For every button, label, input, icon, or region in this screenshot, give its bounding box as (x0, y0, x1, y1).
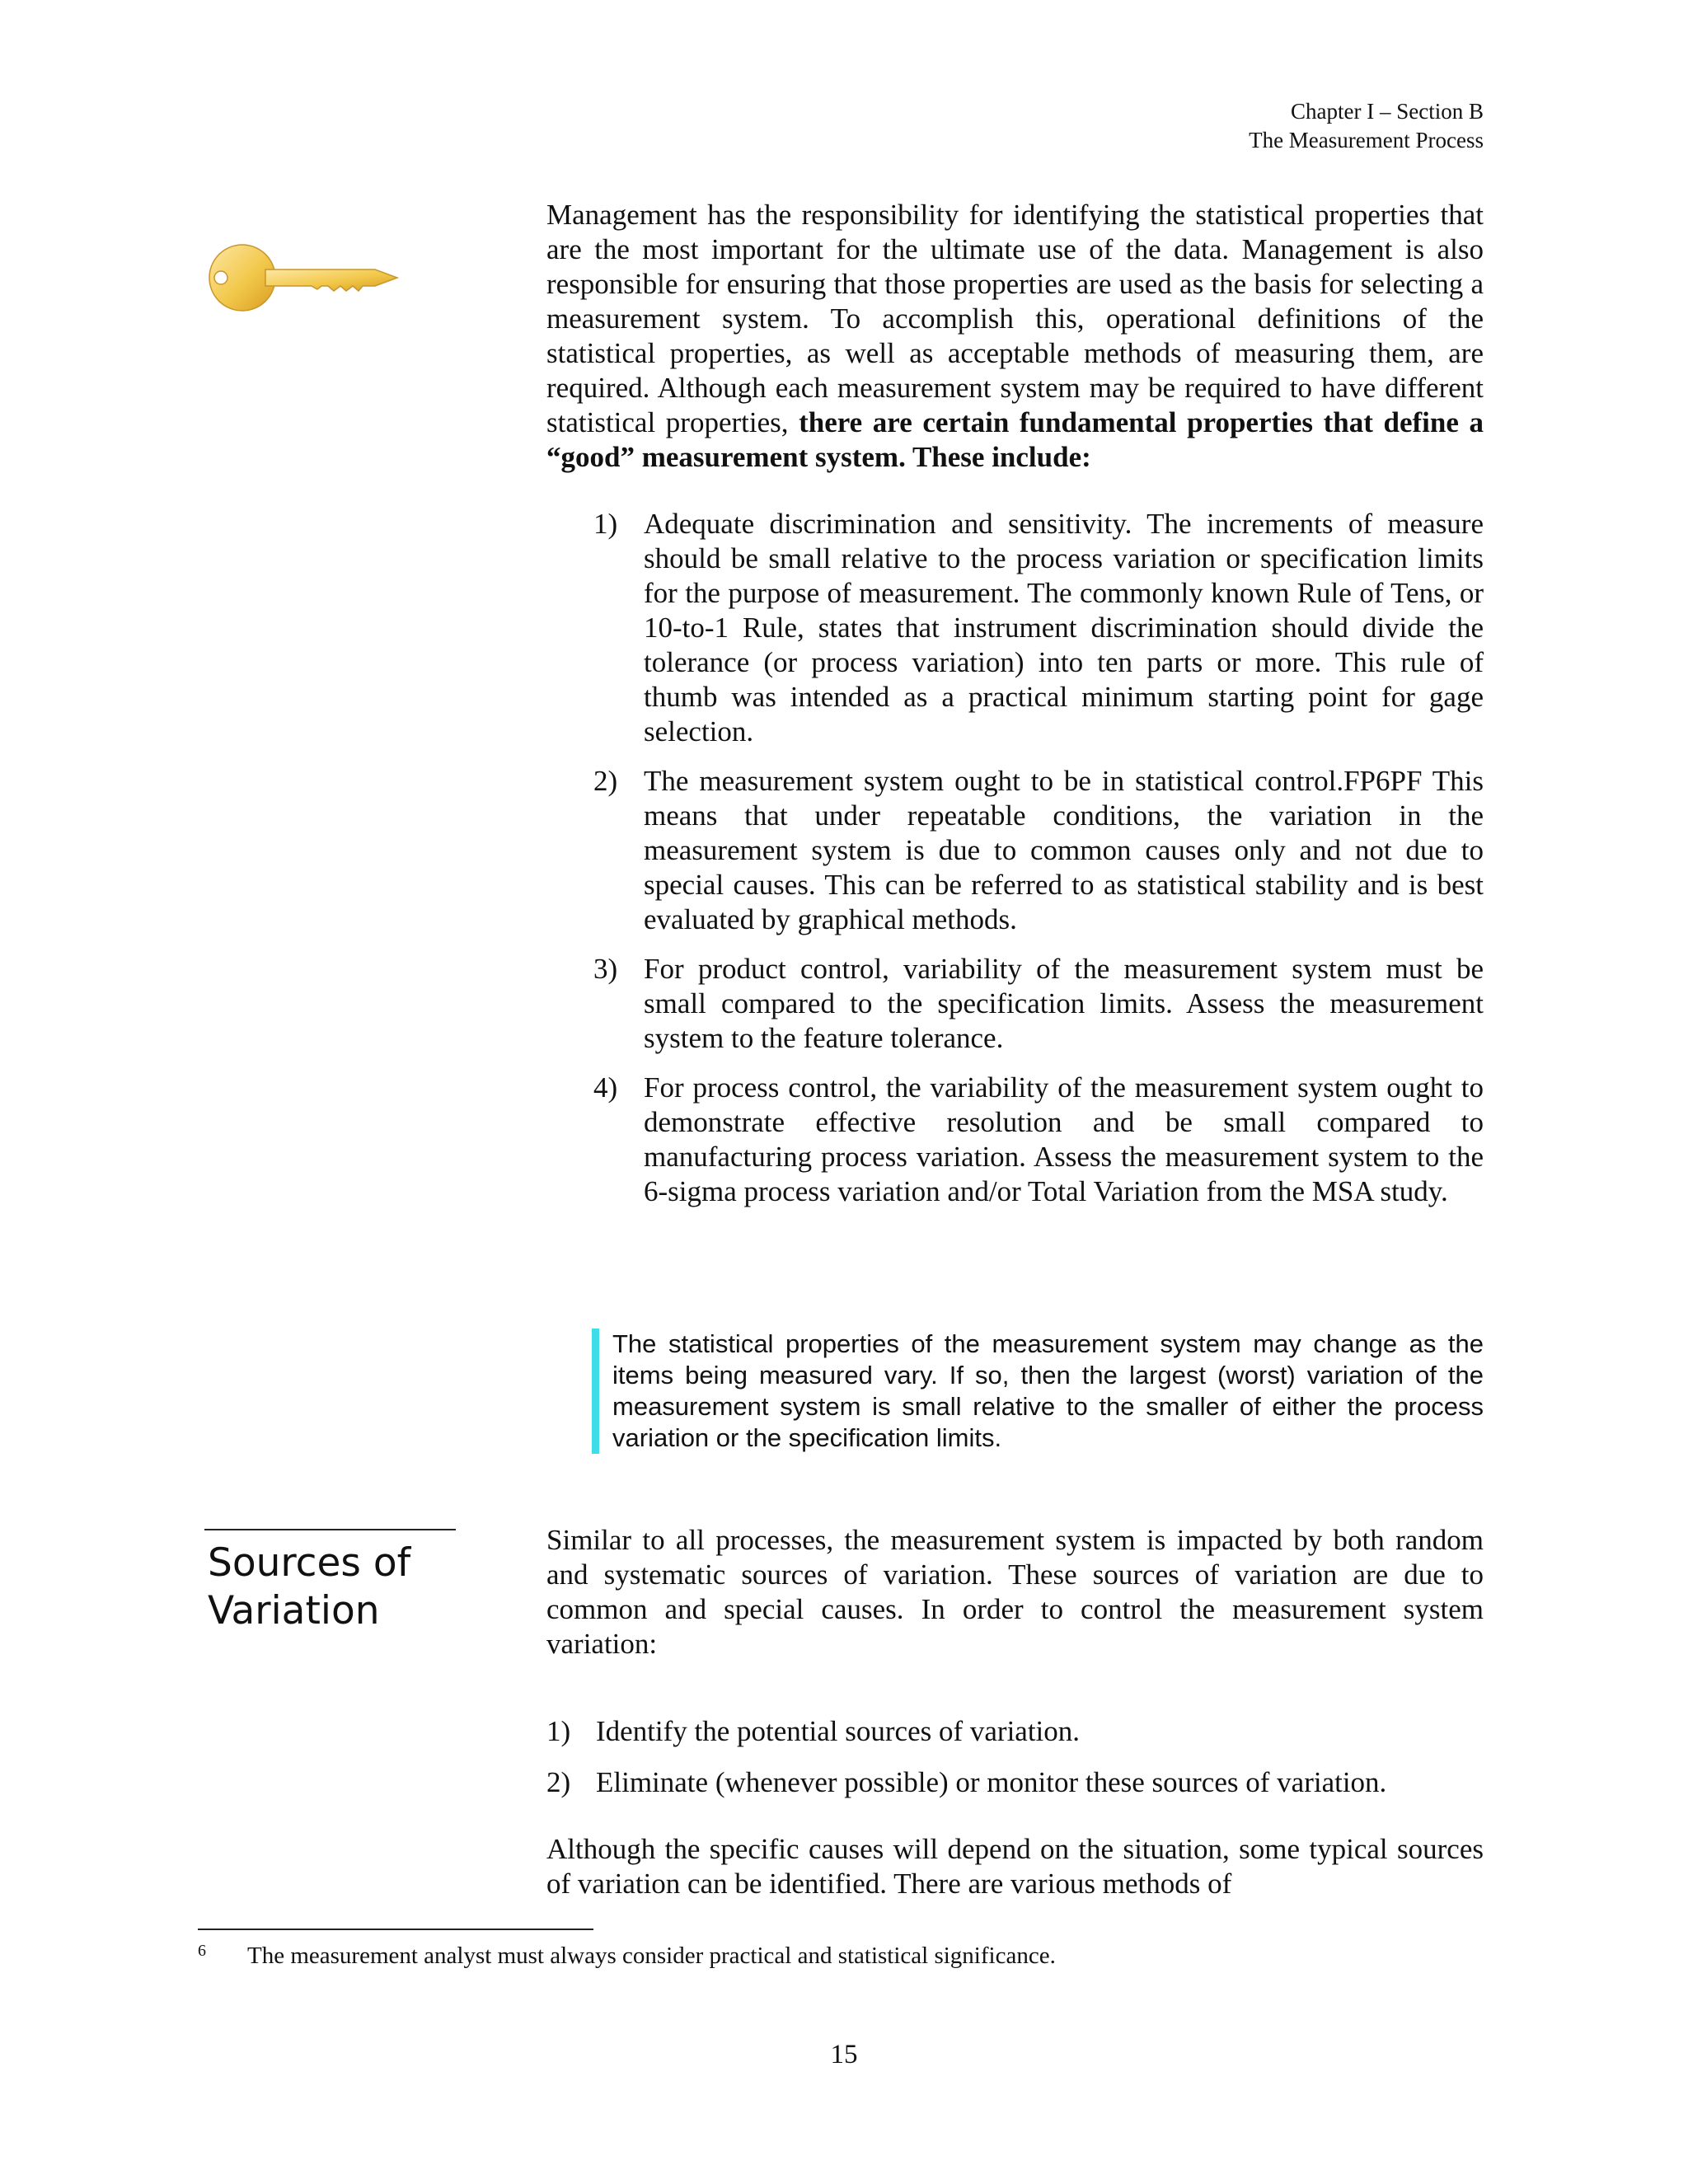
intro-text: Management has the responsibility for identifying the statistical properties that are the most important for the ultimate use of the data. Management is also responsible for ensuring that those properties are used as the basis for selecting a measurement system. To accomplish this, operational definitions of the statistical properties, as well as acceptable methods of measuring them, are required. Although each measurement system may be required to have different statistical properties, (546, 199, 1484, 438)
intro-bold-text: there are certain fundamental properties that define a “good” measurement system. These include: (546, 406, 1484, 473)
list-item (546, 1765, 1484, 1800)
steps-list (546, 1714, 1484, 1816)
list-item-text: Eliminate (whenever possible) or monitor these sources of variation. (596, 1766, 1387, 1798)
callout-box (592, 1329, 1484, 1454)
footnote-text: The measurement analyst must always consider practical and statistical significance. (247, 1943, 1056, 1969)
list-item-text: For process control, the variability of the measurement system ought to demonstrate effective resolution and be small compared to manufacturing process variation. Assess the measurement system to the 6-sigma process variation and/or Total Variation from the MSA study. (644, 1071, 1484, 1207)
list-item (546, 1071, 1484, 1209)
list-item-text: For product control, variability of the measurement system must be small compared to the specification limits. Assess the measurement system to the feature tolerance. (644, 953, 1484, 1054)
list-item-text: Identify the potential sources of variation. (596, 1715, 1081, 1747)
list-item-number: 1) (593, 508, 618, 540)
list-item (546, 952, 1484, 1056)
header-chapter: Chapter I – Section B (1291, 99, 1484, 124)
list-item-number: 1) (546, 1715, 571, 1747)
list-item (546, 764, 1484, 937)
running-header (1249, 97, 1484, 155)
side-heading (208, 1540, 471, 1635)
side-heading-line1: Sources of (208, 1540, 411, 1586)
list-item-number: 2) (546, 1766, 571, 1798)
sources-paragraph: Similar to all processes, the measurement system is impacted by both random and systematic sources of variation. These sources of variation are due to common and special causes. In order to control the measurement system variation: (546, 1524, 1484, 1660)
header-title: The Measurement Process (1249, 128, 1484, 152)
closing-paragraph: Although the specific causes will depend on the situation, some typical sources of variation can be identified. There are various methods of (546, 1833, 1484, 1900)
footnote-mark: 6 (198, 1942, 206, 1960)
list-item (546, 1714, 1484, 1749)
intro-paragraph (546, 198, 1484, 475)
key-icon (206, 243, 400, 321)
list-item-text: Adequate discrimination and sensitivity. The increments of measure should be small relative to the process variation or specification limits for the purpose of measurement. The commonly known Rule of Tens, or 10-to-1 Rule, states that instrument discrimination should divide the tolerance (or process variation) into ten parts or more. This rule of thumb was intended as a practical minimum starting point for gage selection. (644, 508, 1484, 748)
footnote-rule (198, 1929, 593, 1930)
list-item (546, 507, 1484, 749)
side-heading-line2: Variation (208, 1588, 380, 1633)
list-item-number: 3) (593, 953, 618, 985)
side-heading-rule (204, 1529, 456, 1530)
list-item-number: 2) (593, 765, 618, 797)
list-item-text: The measurement system ought to be in statistical control.FP6PF This means that under repeatable conditions, the variation in the measurement system is due to common causes only and not due to special causes. This can be referred to as statistical stability and is best evaluated by graphical methods. (644, 765, 1484, 935)
properties-list (546, 507, 1484, 1224)
list-item-number: 4) (593, 1071, 618, 1104)
page-number: 15 (830, 2040, 858, 2069)
callout-text: The statistical properties of the measurement system may change as the items being measured vary. If so, then the largest (worst) variation of the measurement system is small relative to the smaller of either the process variation or the specification limits. (612, 1329, 1484, 1452)
